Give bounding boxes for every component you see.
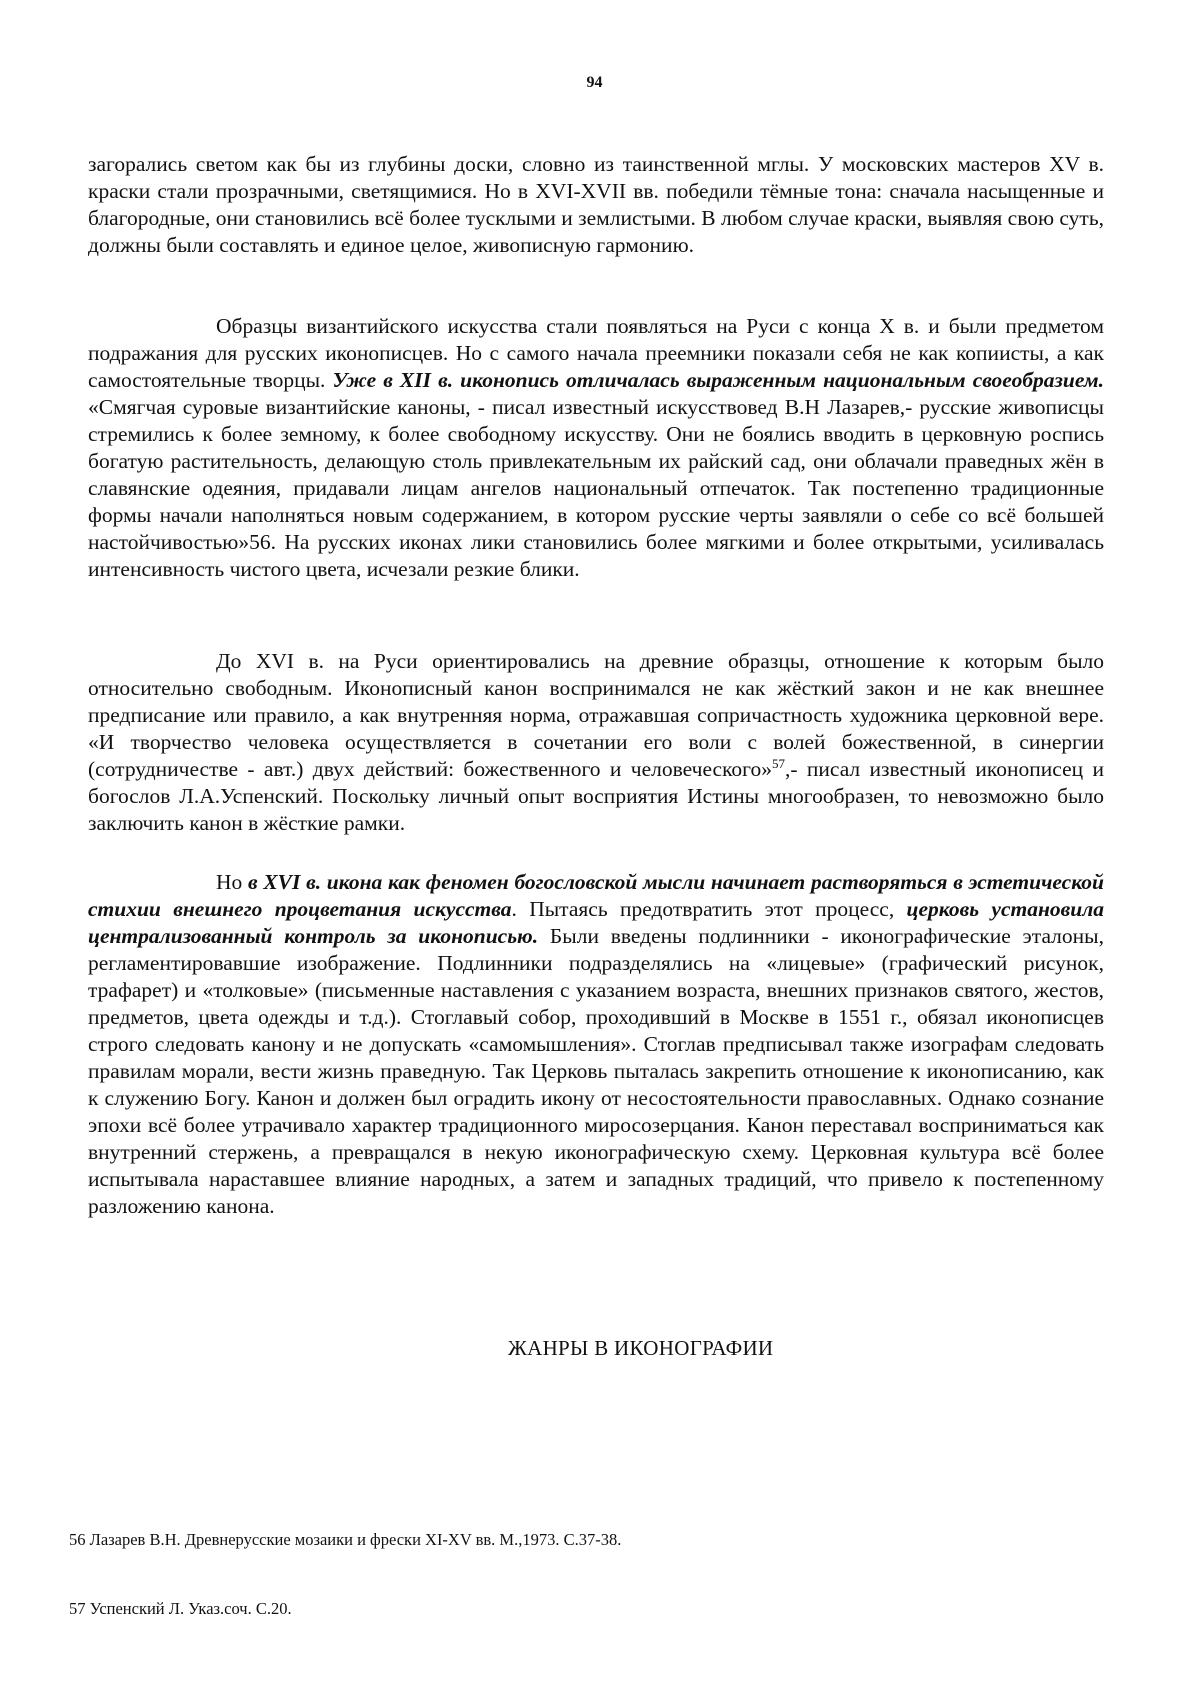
paragraph-3	[88, 648, 1104, 837]
text-segment: ,- писал известный иконописец и богослов Л.А.Успенский. Поскольку личный опыт восприятия Истины многообразен, то невозможно было заключить канон в жёсткие рамки.	[88, 757, 1104, 835]
text-segment: Образцы византийского искусства стали появляться на Руси с конца X в. и были предметом подражания для русских иконописцев. Но с самого начала преемники показали себя не как копиисты, а как самостоятельные творцы.	[88, 314, 1104, 392]
page-number: 94	[586, 74, 603, 91]
emphasis-text: в XVI в. икона как феномен богословской мысли начинает растворяться в эстетической стихии внешнего процветания искусства	[88, 870, 1104, 921]
paragraph-1	[88, 151, 1104, 259]
footnote-57: 57 Успенский Л. Указ.соч. С.20.	[69, 1599, 292, 1618]
text-segment: Но	[216, 870, 248, 894]
footnote-ref: 57	[771, 755, 785, 771]
text-segment: До XVI в. на Руси ориентировались на древние образцы, отношение к которым было относительно свободным. Иконописный канон воспринимался не как жёсткий закон и не как внешнее предписание или правило, а как внутренняя норма, отражавшая сопричастность художника церковной вере. «И творчество человека осуществляется в сочетании его воли с волей божественной, в синергии (сотрудничестве - авт.) двух действий: божественного и человеческого»	[88, 649, 1104, 781]
footnote-56: 56 Лазарев В.Н. Древнерусские мозаики и фрески XI-XV вв. М.,1973. С.37-38.	[69, 1530, 622, 1549]
section-heading: ЖАНРЫ В ИКОНОГРАФИИ	[508, 1336, 774, 1360]
emphasis-text: Уже в XII в. иконопись отличалась выраженным национальным своеобразием.	[332, 368, 1105, 392]
paragraph-4	[88, 869, 1104, 1220]
emphasis-text: церковь установила централизованный контроль за иконописью.	[88, 897, 1104, 948]
text-segment: загорались светом как бы из глубины доски, словно из таинственной мглы. У московских мастеров XV в. краски стали прозрачными, светящимися. Но в XVI-XVII вв. победили тёмные тона: сначала насыщенные и благородные, они становились всё более тусклыми и землистыми. В любом случае краски, выявляя свою суть, должны были составлять и единое целое, живописную гармонию.	[88, 152, 1104, 257]
text-segment: «Смягчая суровые византийские каноны, - писал известный искусствовед В.Н Лазарев,- русские живописцы стремились к более земному, к более свободному искусству. Они не боялись вводить в церковную роспись богатую растительность, делающую столь привлекательным их райский сад, они облачали праведных жён в славянские одеяния, придавали лицам ангелов национальный отпечаток. Так постепенно традиционные формы начали наполняться новым содержанием, в котором русские черты заявляли о себе со всё большей настойчивостью»56. На русских иконах лики становились более мягкими и более открытыми, усиливалась интенсивность чистого цвета, исчезали резкие блики.	[88, 395, 1104, 581]
paragraph-2	[88, 313, 1104, 583]
text-segment: . Пытаясь предотвратить этот процесс,	[511, 897, 907, 921]
text-segment: Были введены подлинники - иконографические эталоны, регламентировавшие изображение. Подлинники подразделялись на «лицевые» (графический рисунок, трафарет) и «толковые» (письменные наставления с указанием возраста, внешних признаков святого, жестов, предметов, цвета одежды и т.д.). Стоглавый собор, проходивший в Москве в 1551 г., обязал иконописцев строго следовать канону и не допускать «самомышления». Стоглав предписывал также изографам следовать правилам морали, вести жизнь праведную. Так Церковь пыталась закрепить отношение к иконописанию, как к служению Богу. Канон и должен был оградить икону от несостоятельности православных. Однако сознание эпохи всё более утрачивало характер традиционного миросозерцания. Канон переставал восприниматься как внутренний стержень, а превращался в некую иконографическую схему. Церковная культура всё более испытывала нараставшее влияние народных, а затем и западных традиций, что привело к постепенному разложению канона.	[88, 924, 1104, 1218]
